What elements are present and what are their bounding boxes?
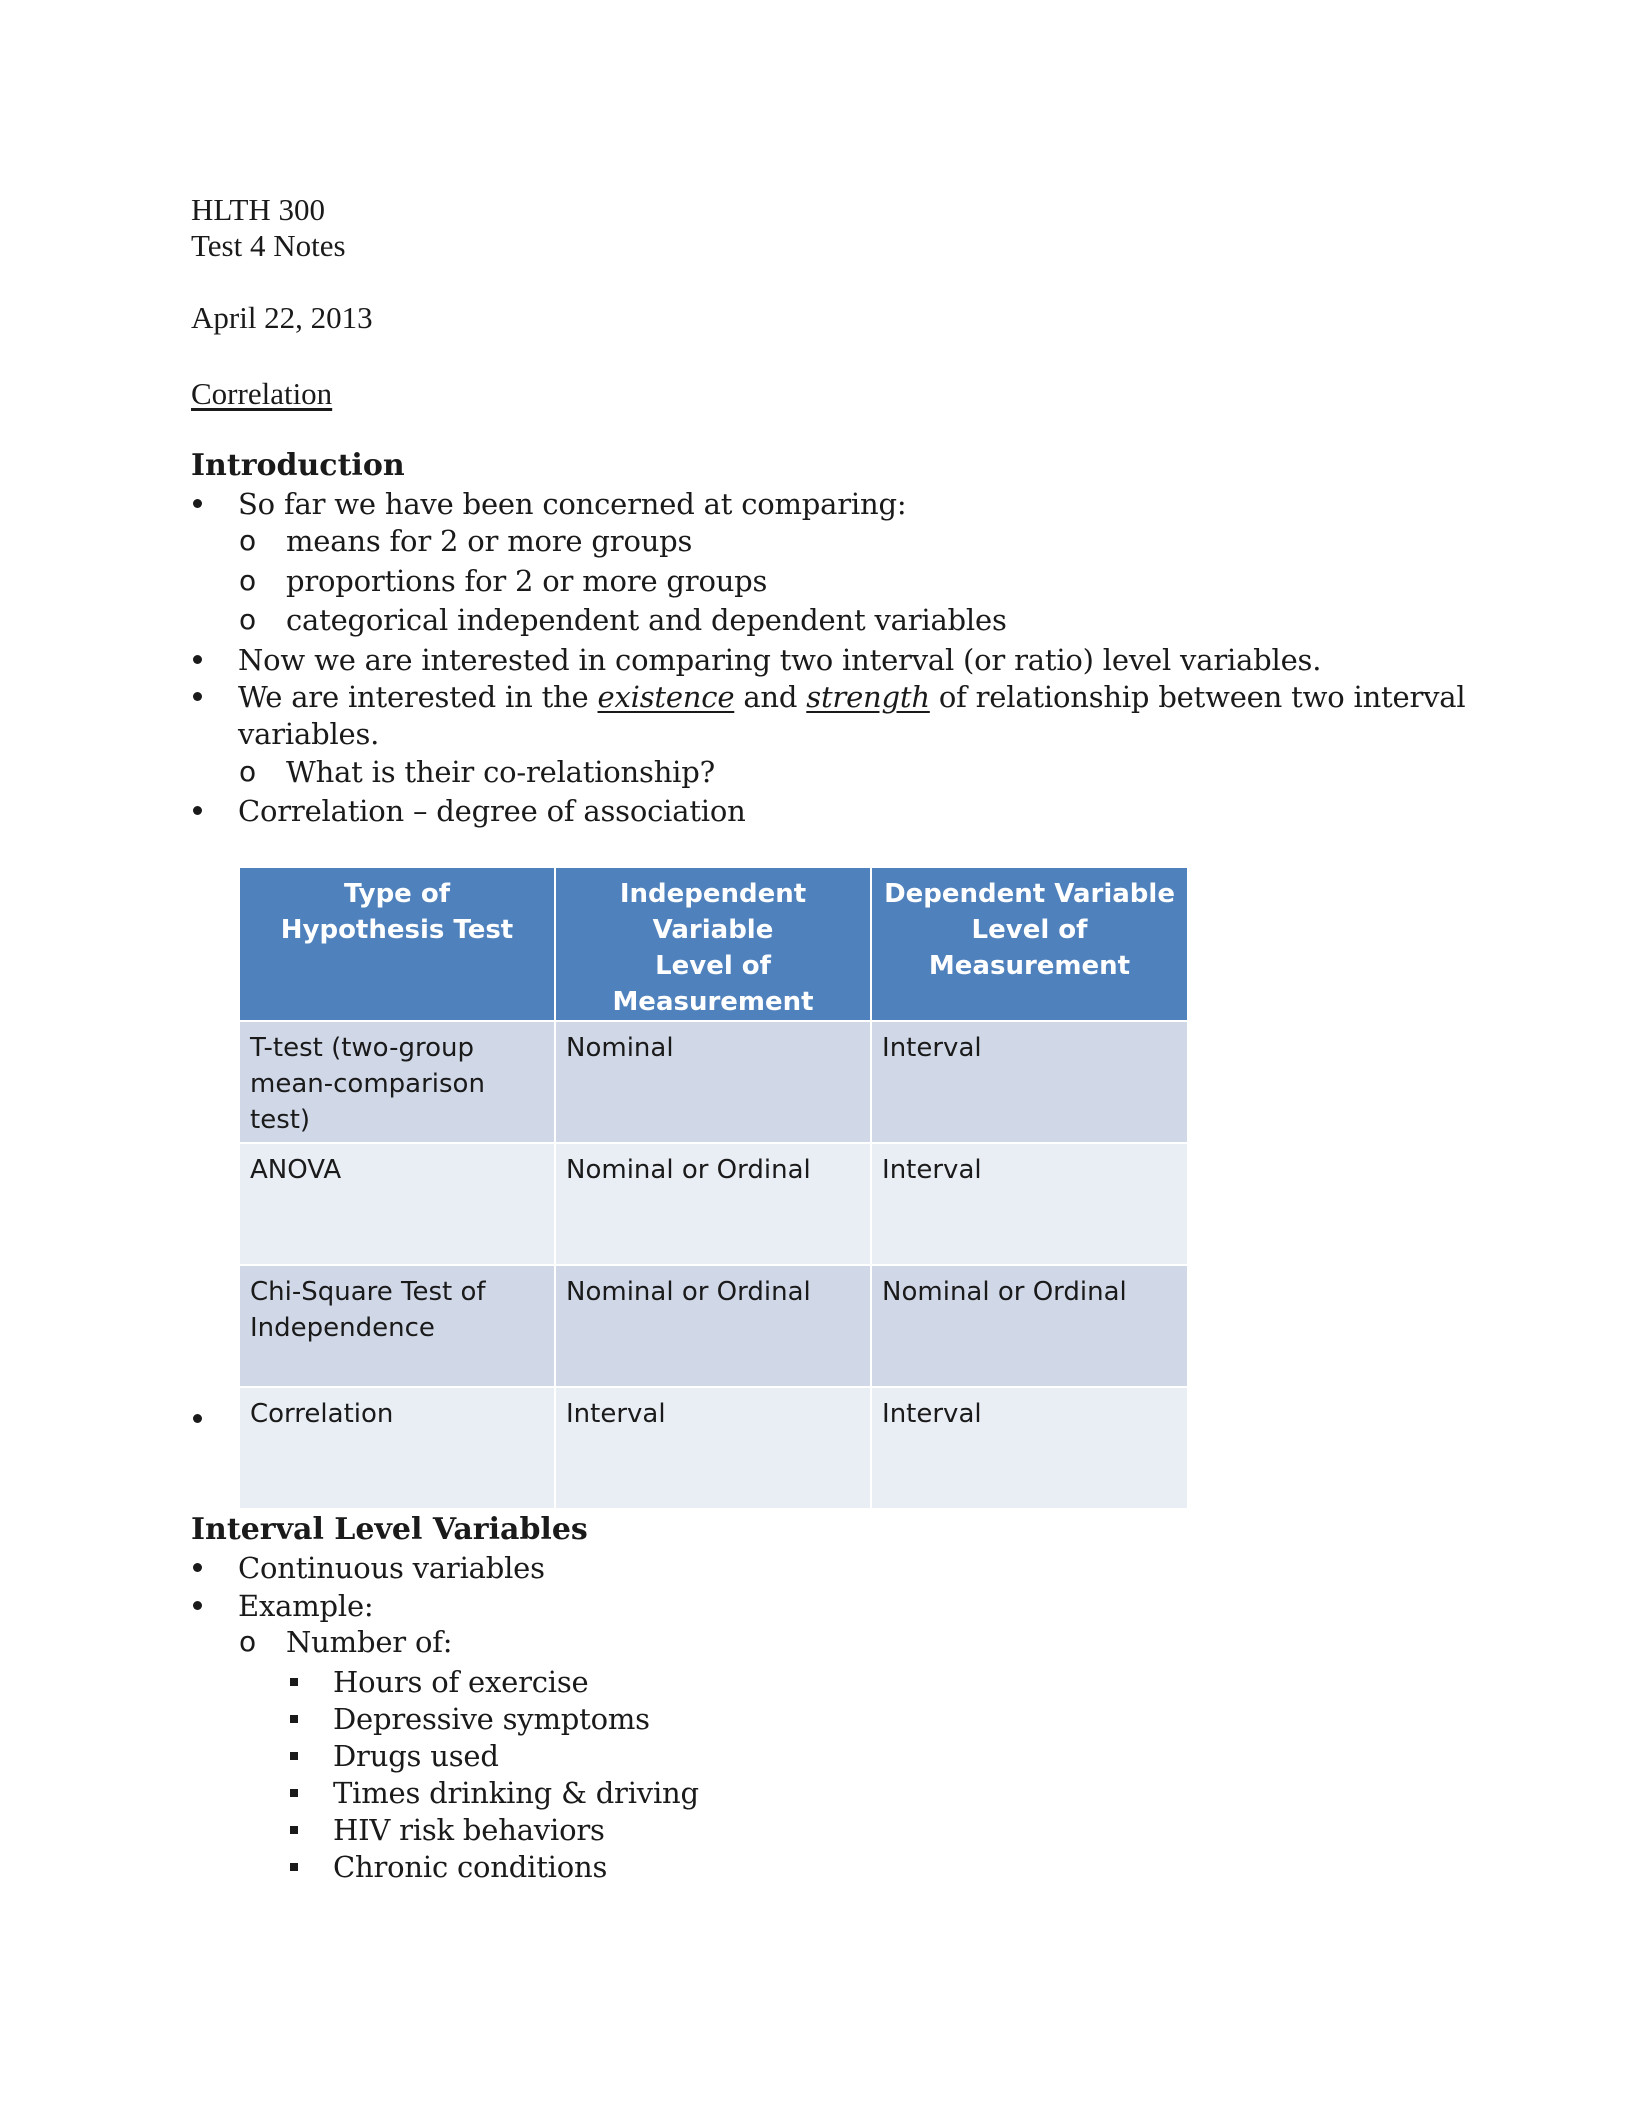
table-cell [555, 1021, 871, 1143]
table-header-cell [239, 867, 555, 1021]
cell-line: Interval [882, 1399, 982, 1429]
header-line: Independent Variable [619, 879, 807, 945]
bullet-icon [193, 499, 202, 508]
table-cell [871, 1021, 1188, 1143]
square-bullet-icon [290, 1863, 298, 1871]
notes-subtitle: Test 4 Notes [191, 228, 346, 263]
cell-line: Independence [250, 1313, 435, 1343]
table-cell [555, 1387, 871, 1509]
table-row [239, 1143, 1188, 1265]
table-cell [871, 1143, 1188, 1265]
table-cell [555, 1143, 871, 1265]
table-cell [239, 1143, 555, 1265]
header-line: Level of Measurement [612, 951, 814, 1017]
table-header-row [239, 867, 1188, 1021]
table-cell [239, 1387, 555, 1509]
table-row [239, 1021, 1188, 1143]
circle-bullet-icon: o [239, 564, 257, 597]
header-line: Type of [343, 879, 451, 909]
circle-bullet-icon: o [239, 603, 257, 636]
interval-item: Depressive symptoms [333, 1702, 650, 1736]
cell-line: ANOVA [250, 1155, 342, 1185]
square-bullet-icon [290, 1826, 298, 1834]
table-cell [555, 1265, 871, 1387]
hypothesis-test-table [238, 866, 1189, 1510]
bullet-3-post: of relationship between two interval [929, 680, 1466, 714]
bullet-3-mid: and [734, 680, 807, 714]
date: April 22, 2013 [191, 300, 373, 335]
cell-line: Nominal or Ordinal [882, 1277, 1127, 1307]
intro-bullet-4: Correlation – degree of association [238, 794, 746, 828]
course-title: HLTH 300 [191, 192, 326, 227]
bullet-icon [193, 1414, 202, 1423]
intro-sub-item: means for 2 or more groups [286, 524, 693, 558]
intro-sub-item: categorical independent and dependent variables [286, 603, 1007, 637]
table-cell [871, 1265, 1188, 1387]
cell-line: Nominal or Ordinal [566, 1277, 811, 1307]
square-bullet-icon [290, 1715, 298, 1723]
table-cell [239, 1265, 555, 1387]
intro-bullet-2: Now we are interested in comparing two interval (or ratio) level variables. [238, 643, 1322, 677]
table-header-cell [555, 867, 871, 1021]
interval-item: Chronic conditions [333, 1850, 608, 1884]
cell-line: Interval [882, 1155, 982, 1185]
interval-item: Times drinking & driving [333, 1776, 699, 1810]
intro-sub-item: proportions for 2 or more groups [286, 564, 768, 598]
bullet-icon [193, 1601, 202, 1610]
interval-item: HIV risk behaviors [333, 1813, 605, 1847]
strength-emphasis: strength [806, 680, 930, 714]
interval-bullet-1: Continuous variables [238, 1551, 545, 1585]
intro-bullet-3 [238, 679, 1465, 715]
cell-line: Interval [882, 1033, 982, 1063]
interval-item: Drugs used [333, 1739, 499, 1773]
circle-bullet-icon: o [239, 524, 257, 557]
cell-line: Correlation [250, 1399, 394, 1429]
circle-bullet-icon: o [239, 755, 257, 788]
interval-bullet-2: Example: [238, 1589, 374, 1623]
intro-bullet-3-sub: What is their co-relationship? [286, 755, 715, 789]
square-bullet-icon [290, 1678, 298, 1686]
table-cell [871, 1387, 1188, 1509]
cell-line: Nominal [566, 1033, 674, 1063]
table-row [239, 1265, 1188, 1387]
introduction-heading: Introduction [191, 448, 405, 483]
square-bullet-icon [290, 1752, 298, 1760]
bullet-icon [193, 655, 202, 664]
intro-bullet-3-cont: variables. [238, 717, 380, 751]
bullet-icon [193, 806, 202, 815]
square-bullet-icon [290, 1789, 298, 1797]
topic-title: Correlation [191, 376, 333, 411]
bullet-3-pre: We are interested in the [238, 680, 598, 714]
cell-line: Interval [566, 1399, 666, 1429]
intro-bullet-1: So far we have been concerned at comparing: [238, 487, 907, 521]
table-header-cell [871, 867, 1188, 1021]
header-line: Level of Measurement [928, 915, 1131, 981]
cell-line: mean-comparison test) [250, 1069, 485, 1135]
table-cell [239, 1021, 555, 1143]
cell-line: Chi-Square Test of [250, 1277, 486, 1307]
header-line: Dependent Variable [884, 879, 1175, 909]
cell-line: T-test (two-group [250, 1033, 474, 1063]
interval-heading: Interval Level Variables [191, 1512, 588, 1547]
cell-line: Nominal or Ordinal [566, 1155, 811, 1185]
header-line: Hypothesis Test [280, 915, 514, 945]
interval-item: Hours of exercise [333, 1665, 589, 1699]
table-row [239, 1387, 1188, 1509]
interval-sub-1: Number of: [286, 1625, 453, 1659]
bullet-icon [193, 692, 202, 701]
existence-emphasis: existence [597, 680, 735, 714]
circle-bullet-icon: o [239, 1625, 257, 1658]
bullet-icon [193, 1563, 202, 1572]
